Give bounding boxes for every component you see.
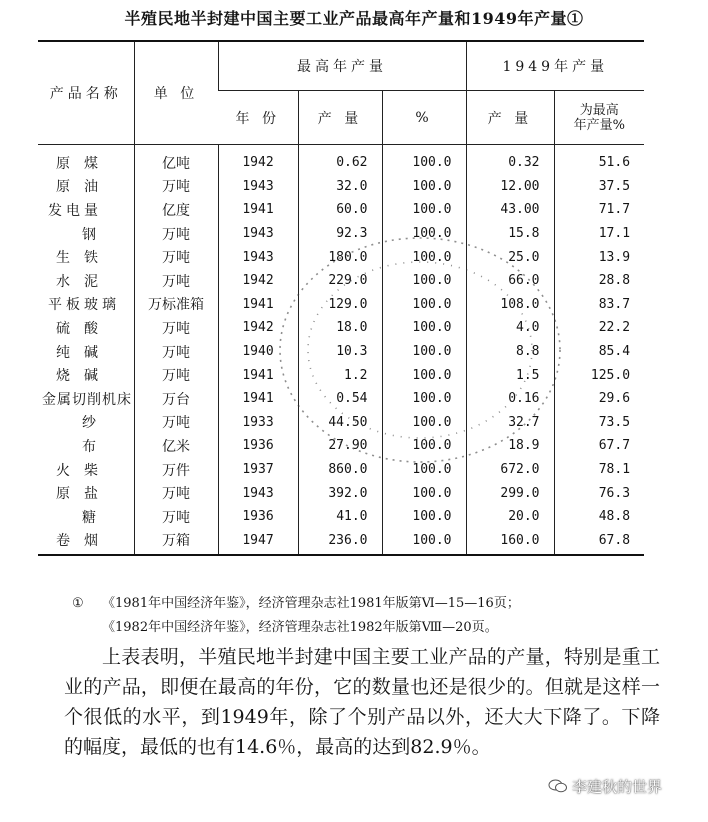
peak-percent-cell: 100.0: [382, 387, 466, 411]
product-name-cell: 原盐: [56, 486, 112, 503]
wechat-icon: [548, 779, 568, 793]
table-title: 半殖民地半封建中国主要工业产品最高年产量和1949年产量①: [124, 9, 584, 28]
peak-output-cell: 236.0: [298, 529, 382, 556]
ratio-cell: 48.8: [554, 505, 644, 529]
product-name-cell: 原煤: [56, 155, 112, 172]
output-1949-cell: 108.0: [466, 293, 554, 317]
table-body: [38, 145, 644, 556]
ratio-cell: 28.8: [554, 269, 644, 293]
footnote-text-2: 《1982年中国经济年鉴》，经济管理杂志社1982年版第Ⅷ—20页。: [102, 620, 498, 635]
product-name-cell: 布: [82, 438, 96, 455]
body-paragraph: [64, 642, 660, 762]
peak-year-cell: 1943: [218, 481, 298, 505]
data-table-container: [38, 40, 644, 556]
peak-output-cell: 0.62: [298, 145, 382, 175]
ratio-cell: 37.5: [554, 175, 644, 199]
product-name-cell: 钢: [82, 226, 96, 243]
peak-output-cell: 10.3: [298, 340, 382, 364]
peak-output-cell: 129.0: [298, 293, 382, 317]
peak-percent-cell: 100.0: [382, 198, 466, 222]
output-1949-cell: 0.32: [466, 145, 554, 175]
peak-percent-cell: 100.0: [382, 245, 466, 269]
ratio-cell: 67.7: [554, 434, 644, 458]
header-year: 年 份: [218, 91, 298, 145]
product-name-cell: 烧碱: [56, 368, 112, 385]
product-name-cell: 硫酸: [56, 320, 112, 337]
product-name-cell: 火柴: [56, 462, 112, 479]
peak-output-cell: 1.2: [298, 363, 382, 387]
unit-cell: 万吨: [134, 363, 218, 387]
peak-output-cell: 180.0: [298, 245, 382, 269]
header-peak-output: 最高年产量: [218, 41, 466, 91]
header-product: 产品名称: [38, 41, 134, 145]
header-percent: %: [382, 91, 466, 145]
unit-cell: 万件: [134, 458, 218, 482]
peak-year-cell: 1943: [218, 245, 298, 269]
peak-percent-cell: 100.0: [382, 222, 466, 246]
output-1949-cell: 32.7: [466, 411, 554, 435]
peak-percent-cell: 100.0: [382, 269, 466, 293]
table-row: [38, 340, 644, 364]
table-row: [38, 316, 644, 340]
output-1949-cell: 66.0: [466, 269, 554, 293]
table-row: [38, 269, 644, 293]
peak-output-cell: 229.0: [298, 269, 382, 293]
output-1949-cell: 25.0: [466, 245, 554, 269]
product-name-cell: 糖: [82, 509, 96, 526]
unit-cell: 万吨: [134, 340, 218, 364]
header-ratio-line1: 为最高: [579, 102, 619, 118]
ratio-cell: 71.7: [554, 198, 644, 222]
peak-year-cell: 1940: [218, 340, 298, 364]
peak-year-cell: 1947: [218, 529, 298, 556]
ratio-cell: 83.7: [554, 293, 644, 317]
peak-year-cell: 1942: [218, 145, 298, 175]
product-name-cell: 平板玻璃: [48, 297, 120, 314]
peak-percent-cell: 100.0: [382, 363, 466, 387]
header-ratio: [554, 91, 644, 145]
peak-year-cell: 1941: [218, 198, 298, 222]
output-1949-cell: 20.0: [466, 505, 554, 529]
output-1949-cell: 8.8: [466, 340, 554, 364]
peak-output-cell: 0.54: [298, 387, 382, 411]
paragraph-text: 上表表明，半殖民地半封建中国主要工业产品的产量，特别是重工业的产品，即便在最高的年份，它的数量也还是很少的。但就是这样一个很低的水平，到1949年，除了个别产品以外，还大大下降了。下降的幅度，最低的也有14.6％，最高的达到82.9％。: [64, 646, 660, 758]
peak-year-cell: 1941: [218, 363, 298, 387]
unit-cell: 万吨: [134, 411, 218, 435]
product-name-cell: 卷烟: [38, 529, 134, 556]
header-ratio-line2: 年产量%: [573, 117, 625, 133]
peak-percent-cell: 100.0: [382, 145, 466, 175]
header-peak-amount: 产 量: [298, 91, 382, 145]
peak-year-cell: 1941: [218, 293, 298, 317]
output-1949-cell: 18.9: [466, 434, 554, 458]
table-row: [38, 505, 644, 529]
table-row: [38, 411, 644, 435]
footnotes: [72, 592, 672, 640]
unit-cell: 万吨: [134, 316, 218, 340]
peak-output-cell: 18.0: [298, 316, 382, 340]
unit-cell: 万吨: [134, 245, 218, 269]
peak-percent-cell: 100.0: [382, 411, 466, 435]
peak-year-cell: 1943: [218, 222, 298, 246]
product-name-cell: 纱: [82, 415, 96, 432]
unit-cell: 万吨: [134, 269, 218, 293]
peak-output-cell: 860.0: [298, 458, 382, 482]
product-name-cell: 纯碱: [56, 344, 112, 361]
table-row: [38, 529, 644, 556]
output-1949-cell: 299.0: [466, 481, 554, 505]
peak-percent-cell: 100.0: [382, 316, 466, 340]
peak-percent-cell: 100.0: [382, 434, 466, 458]
peak-year-cell: 1936: [218, 505, 298, 529]
unit-cell: 亿米: [134, 434, 218, 458]
watermark: [548, 776, 662, 797]
unit-cell: 万吨: [134, 222, 218, 246]
peak-year-cell: 1933: [218, 411, 298, 435]
ratio-cell: 17.1: [554, 222, 644, 246]
peak-year-cell: 1936: [218, 434, 298, 458]
peak-percent-cell: 100.0: [382, 505, 466, 529]
ratio-cell: 51.6: [554, 145, 644, 175]
table-row: [38, 458, 644, 482]
ratio-cell: 73.5: [554, 411, 644, 435]
footnote-mark: ①: [72, 596, 84, 611]
output-1949-cell: 1.5: [466, 363, 554, 387]
ratio-cell: 22.2: [554, 316, 644, 340]
header-unit: 单 位: [134, 41, 218, 145]
unit-cell: 万吨: [134, 481, 218, 505]
output-1949-cell: 0.16: [466, 387, 554, 411]
product-name-cell: 原油: [56, 179, 112, 196]
ratio-cell: 125.0: [554, 363, 644, 387]
ratio-cell: 78.1: [554, 458, 644, 482]
output-1949-cell: 4.0: [466, 316, 554, 340]
unit-cell: 万吨: [134, 505, 218, 529]
table-row: [38, 293, 644, 317]
ratio-cell: 13.9: [554, 245, 644, 269]
table-row: [38, 387, 644, 411]
peak-output-cell: 32.0: [298, 175, 382, 199]
ratio-cell: 67.8: [554, 529, 644, 556]
peak-year-cell: 1937: [218, 458, 298, 482]
table-row: [38, 175, 644, 199]
unit-cell: 亿度: [134, 198, 218, 222]
product-name-cell: 水泥: [56, 273, 112, 290]
table-row: [38, 245, 644, 269]
header-1949-output: 1949年产量: [466, 41, 644, 91]
peak-percent-cell: 100.0: [382, 481, 466, 505]
product-name-cell: 发电量: [48, 202, 102, 219]
ratio-cell: 85.4: [554, 340, 644, 364]
peak-percent-cell: 100.0: [382, 293, 466, 317]
product-name-cell: 生铁: [56, 250, 112, 267]
table-row: [38, 363, 644, 387]
unit-cell: 亿吨: [134, 145, 218, 175]
watermark-text: 李建秋的世界: [572, 778, 663, 796]
table-row: [38, 145, 644, 175]
peak-output-cell: 27.90: [298, 434, 382, 458]
unit-cell: 万箱: [134, 529, 218, 556]
peak-output-cell: 41.0: [298, 505, 382, 529]
peak-output-cell: 92.3: [298, 222, 382, 246]
unit-cell: 万标准箱: [134, 293, 218, 317]
table-row: [38, 222, 644, 246]
ratio-cell: 29.6: [554, 387, 644, 411]
peak-percent-cell: 100.0: [382, 458, 466, 482]
footnote-line-1: [72, 592, 672, 616]
output-1949-cell: 672.0: [466, 458, 554, 482]
ratio-cell: 76.3: [554, 481, 644, 505]
unit-cell: 万吨: [134, 175, 218, 199]
table-row: [38, 481, 644, 505]
product-name-cell: 金属切削机床: [42, 391, 132, 408]
peak-output-cell: 60.0: [298, 198, 382, 222]
header-1949-amount: 产 量: [466, 91, 554, 145]
peak-year-cell: 1942: [218, 316, 298, 340]
peak-year-cell: 1943: [218, 175, 298, 199]
peak-output-cell: 392.0: [298, 481, 382, 505]
production-table: [38, 40, 644, 556]
peak-percent-cell: 100.0: [382, 175, 466, 199]
peak-year-cell: 1942: [218, 269, 298, 293]
peak-year-cell: 1941: [218, 387, 298, 411]
table-row: [38, 198, 644, 222]
output-1949-cell: 160.0: [466, 529, 554, 556]
peak-percent-cell: 100.0: [382, 340, 466, 364]
output-1949-cell: 12.00: [466, 175, 554, 199]
unit-cell: 万台: [134, 387, 218, 411]
output-1949-cell: 15.8: [466, 222, 554, 246]
peak-percent-cell: 100.0: [382, 529, 466, 556]
peak-output-cell: 44.50: [298, 411, 382, 435]
output-1949-cell: 43.00: [466, 198, 554, 222]
table-row: [38, 434, 644, 458]
footnote-text-1: 《1981年中国经济年鉴》，经济管理杂志社1981年版第Ⅵ—15—16页；: [102, 596, 520, 611]
